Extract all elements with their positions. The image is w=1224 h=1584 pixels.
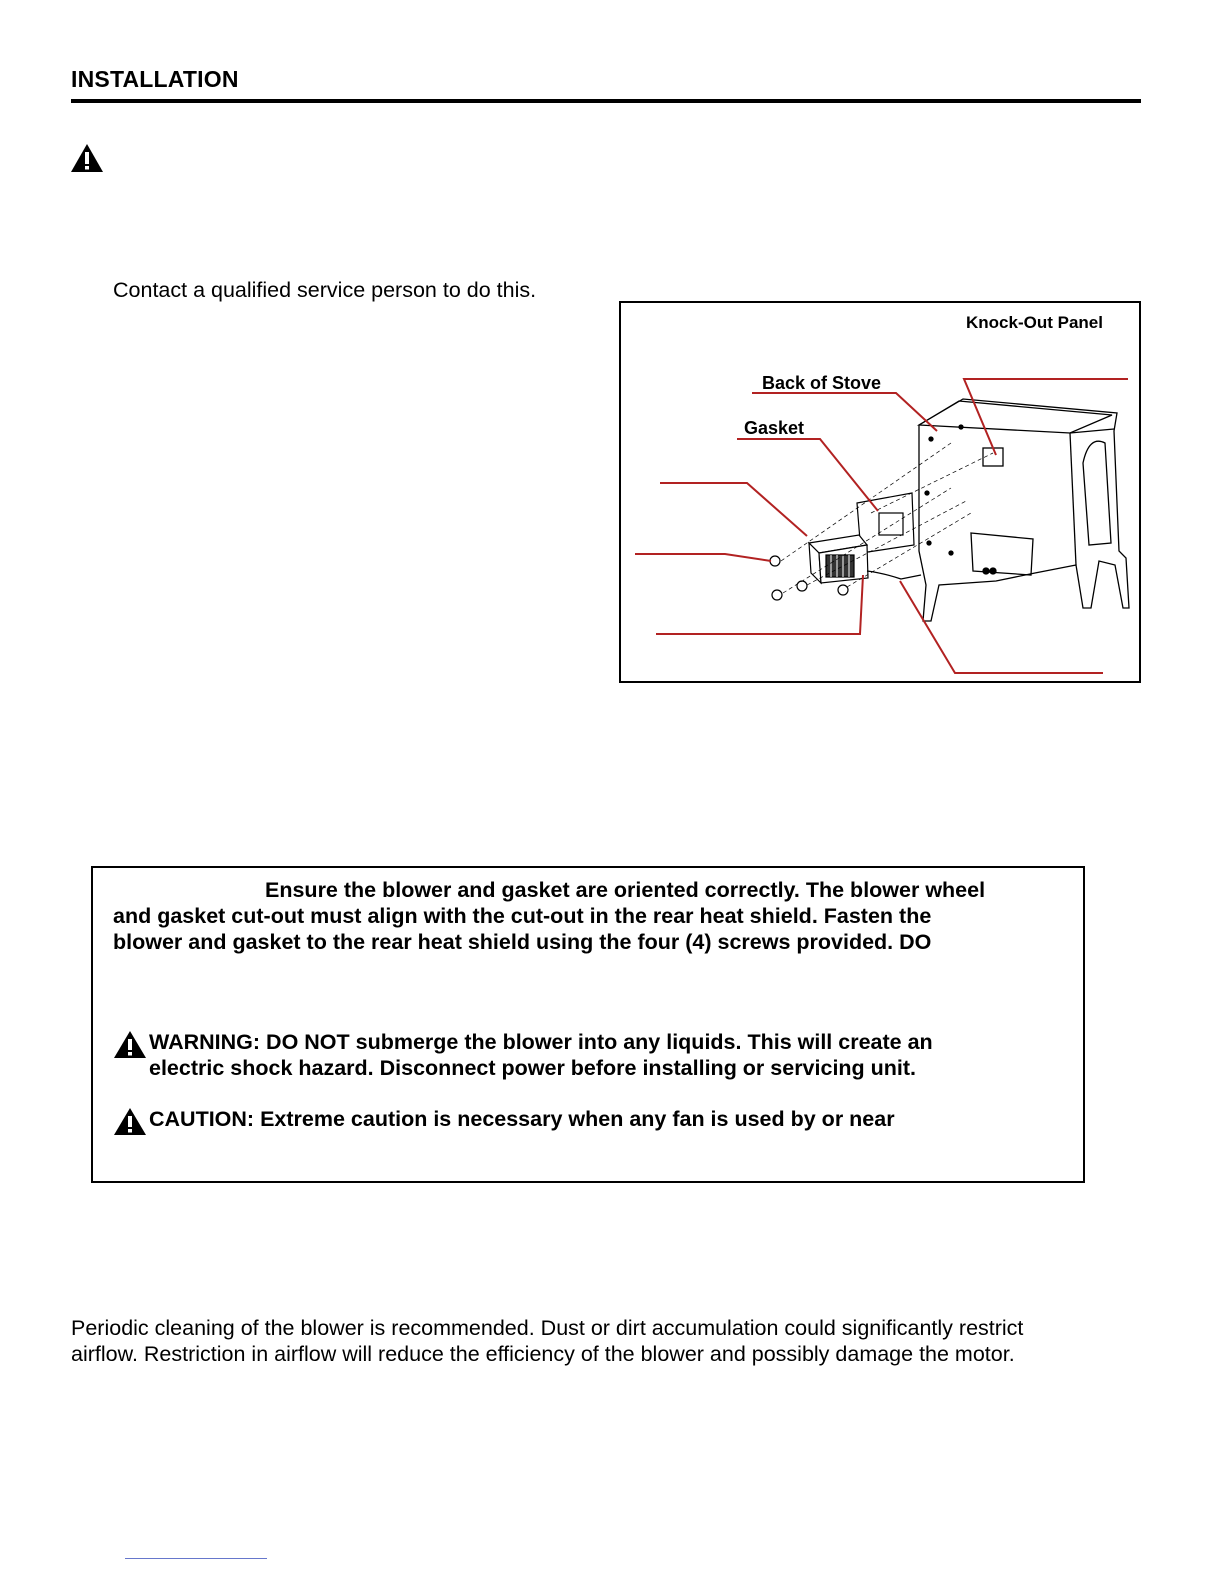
warning-line-2: electric shock hazard. Disconnect power before installing or servicing unit. — [149, 1056, 917, 1080]
warning-line-1: WARNING: DO NOT submerge the blower into any liquids. This will create an — [149, 1030, 933, 1054]
maintenance-paragraph — [71, 1315, 1151, 1367]
section-title: INSTALLATION — [71, 66, 239, 92]
notice-line-2: and gasket cut-out must align with the cut-out in the rear heat shield. Fasten the — [113, 904, 932, 928]
warning-triangle-icon — [113, 1030, 147, 1059]
label-back-of-stove: Back of Stove — [762, 373, 882, 393]
maintenance-line-2: airflow. Restriction in airflow will reduce the efficiency of the blower and possibly damage the motor. — [71, 1342, 1015, 1366]
stove-body — [919, 399, 1129, 621]
stove-diagram — [621, 303, 1139, 681]
caution-text: CAUTION: Extreme caution is necessary when any fan is used by or near — [149, 1107, 895, 1131]
warning-text — [149, 1029, 933, 1081]
maintenance-line-1: Periodic cleaning of the blower is recommended. Dust or dirt accumulation could significantly restrict — [71, 1316, 1024, 1340]
title-divider — [71, 99, 1141, 103]
blower-unit — [809, 535, 921, 583]
blower-installation-figure — [619, 301, 1141, 683]
notice-line-1: Ensure the blower and gasket are oriented correctly. The blower wheel — [265, 878, 986, 902]
label-gasket: Gasket — [744, 418, 805, 438]
label-knockout-panel: Knock-Out Panel — [966, 313, 1103, 332]
footer-link-underline — [125, 1558, 267, 1559]
notice-line-3: blower and gasket to the rear heat shield using the four (4) screws provided. DO — [113, 930, 932, 954]
warning-triangle-icon — [70, 143, 104, 173]
caution-triangle-icon — [113, 1107, 147, 1136]
warning-statement — [113, 1029, 933, 1081]
leader-lines — [635, 379, 1128, 673]
caution-statement — [113, 1106, 895, 1136]
contact-instruction: Contact a qualified service person to do this. — [113, 278, 537, 302]
